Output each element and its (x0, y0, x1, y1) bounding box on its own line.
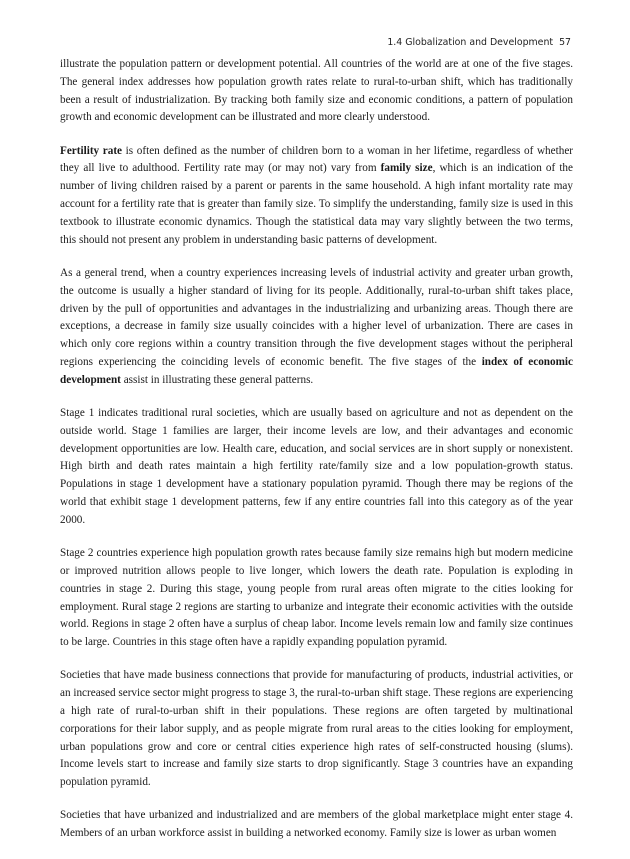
text-run: Societies that have urbanized and industrialized and are members of the global marketplace might enter stage 4. Members of an urban workforce assist in building a networked economy. Family size is lower as urban women (60, 809, 573, 840)
text-run: assist in illustrating these general patterns. (120, 373, 314, 386)
text-run: , which is an indication of the number of living children raised by a parent or parents in the same household. A high infant mortality rate may account for a fertility rate that is greater than family size. To simplify the understanding, family size is used in this textbook to illustrate economic dynamics. Though the statistical data may vary slightly between the two terms, this should not present any problem in understanding basic patterns of development. (60, 162, 573, 246)
text-run: Societies that have made business connections that provide for manufacturing of products, industrial activities, or an increased service sector might progress to stage 3, the rural-to-urban shift stage. These regions are experiencing a high rate of rural-to-urban shift in their populations. These regions are often targeted by multinational corporations for their labor supply, and as people migrate from rural areas to the cities looking for employment, urban populations grow and core or central cities experience high rates of self-constructed housing (slums). Income levels start to increase and family size starts to drop significantly. Stage 3 countries have an expanding population pyramid. (60, 669, 573, 789)
text-run: Stage 1 indicates traditional rural societies, which are usually based on agriculture and not as dependent on the outside world. Stage 1 families are larger, their income levels are low, and their advantages and economic development opportunities are low. Health care, education, and social services are in short supply or nonexistent. High birth and death rates maintain a high fertility rate/family size and a low population-growth status. Populations in stage 1 development have a stationary population pyramid. Though there may be regions of the world that exhibit stage 1 development patterns, few if any entire countries fall into this category as of the year 2000. (60, 407, 573, 526)
bold-term: Fertility rate (60, 144, 123, 157)
bold-term: family size (380, 162, 433, 175)
paragraph (60, 667, 573, 792)
running-header (387, 37, 571, 48)
paragraph (60, 143, 573, 250)
bold-term: index of economic development (60, 355, 573, 386)
paragraph (60, 265, 573, 390)
page-number: 57 (559, 37, 571, 48)
text-run: is often defined as the number of children born to a woman in her lifetime, regardless of whether they all live to adulthood. Fertility rate may (or may not) vary from (60, 144, 574, 175)
text-run: illustrate the population pattern or development potential. All countries of the world are at one of the five stages. The general index addresses how population growth rates relate to rural-to-urban shift, which has traditionally been a result of industrialization. By tracking both family size and economic conditions, a pattern of population growth and economic development can be illustrated and more clearly understood. (60, 58, 573, 124)
text-run: As a general trend, when a country experiences increasing levels of industrial activity and greater urban growth, the outcome is usually a higher standard of living for its people. Additionally, rural-to-urban shift takes place, driven by the pull of opportunities and advantages in the industrializing and urbanizing areas. Though there are exceptions, a decrease in family size usually coincides with a higher level of urbanization. There are cases in which only core regions within a country transition through the five development stages without the peripheral regions experiencing the coinciding levels of economic benefit. The five stages of the (60, 266, 573, 368)
paragraph (60, 545, 573, 652)
paragraph (60, 405, 573, 530)
paragraph (60, 56, 573, 127)
text-run: Stage 2 countries experience high population growth rates because family size remains high but modern medicine or improved nutrition allows people to live longer, which lowers the death rate. Population is exploding in countries in stage 2. During this stage, young people from rural areas often migrate to the cities looking for employment. Rural stage 2 regions are starting to urbanize and integrate their economic activities with the outside world. Regions in stage 2 often have a surplus of cheap labor. Income levels remain low and family size continues to be large. Countries in this stage often have a rapidly expanding population pyramid. (60, 547, 573, 649)
section-title: 1.4 Globalization and Development (387, 37, 554, 48)
body-text (60, 56, 573, 859)
paragraph (60, 807, 573, 843)
